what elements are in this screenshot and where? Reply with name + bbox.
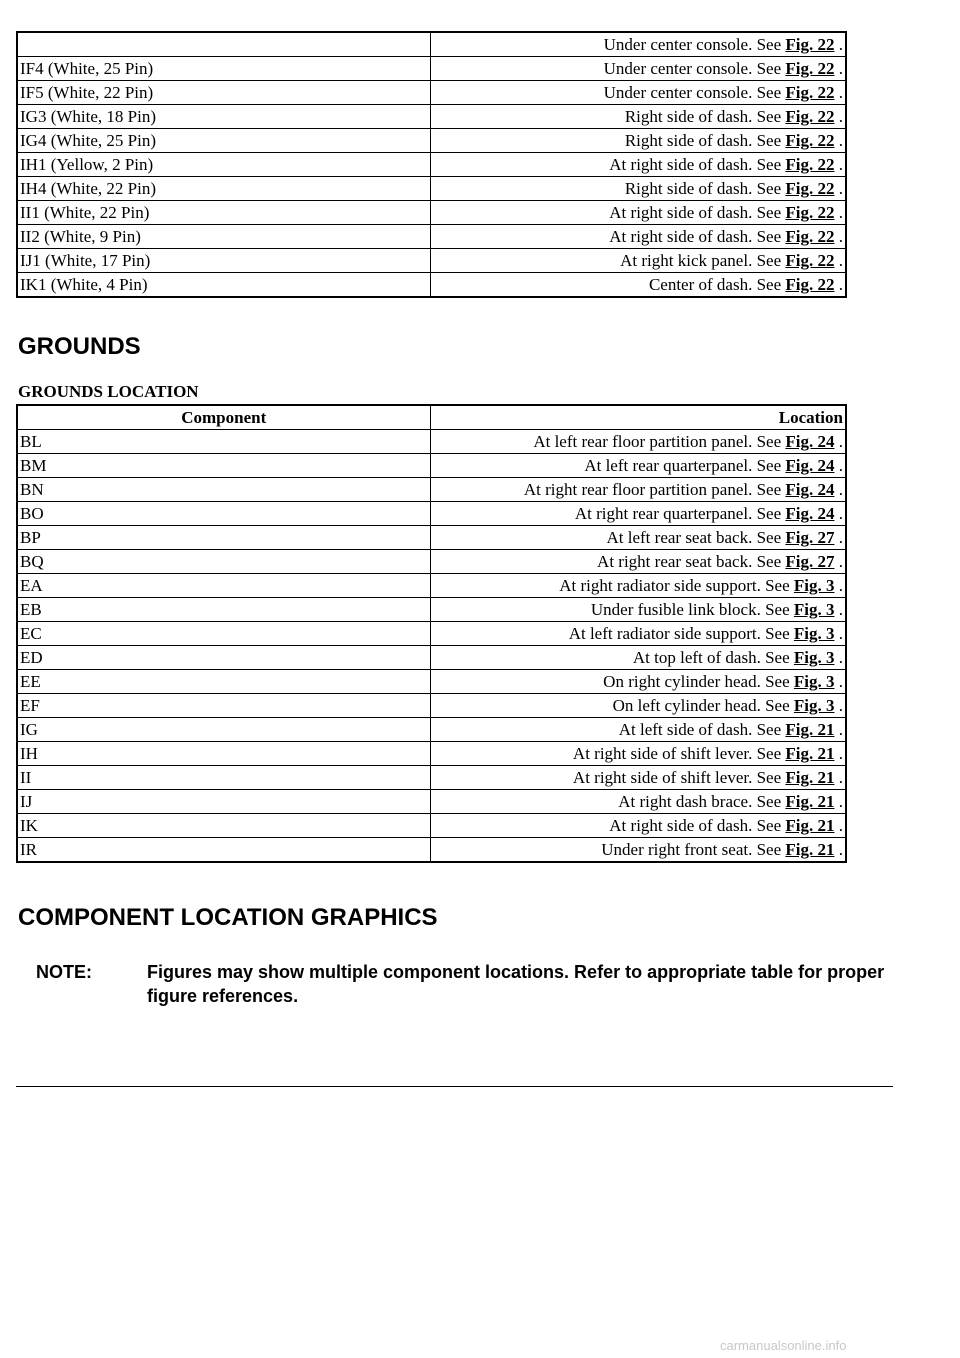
table-row	[17, 694, 846, 718]
connector-table-body	[17, 32, 846, 297]
figure-link[interactable]: Fig. 22	[785, 107, 835, 126]
component-cell: IR	[17, 838, 430, 863]
table-row	[17, 129, 846, 153]
location-cell: At top left of dash. See Fig. 3 .	[430, 646, 846, 670]
location-text: Center of dash. See	[648, 275, 786, 294]
component-cell: IG	[17, 718, 430, 742]
table-row	[17, 105, 846, 129]
table-row	[17, 646, 846, 670]
location-text: At right rear quarterpanel. See	[574, 504, 786, 523]
location-text: Under right front seat. See	[601, 840, 786, 859]
table-row	[17, 790, 846, 814]
component-cell: BO	[17, 502, 430, 526]
location-text: At right side of dash. See	[609, 816, 786, 835]
table-row	[17, 574, 846, 598]
figure-link[interactable]: Fig. 22	[785, 131, 835, 150]
table-row	[17, 225, 846, 249]
location-text: At right side of dash. See	[609, 155, 786, 174]
component-cell: BM	[17, 454, 430, 478]
table-row	[17, 153, 846, 177]
component-cell: IH	[17, 742, 430, 766]
location-cell: On right cylinder head. See Fig. 3 .	[430, 670, 846, 694]
figure-link[interactable]: Fig. 22	[785, 203, 835, 222]
table-row	[17, 766, 846, 790]
location-cell: Under center console. See Fig. 22 .	[430, 32, 846, 57]
location-cell: At right kick panel. See Fig. 22 .	[430, 249, 846, 273]
component-cell: EB	[17, 598, 430, 622]
column-header-location: Location	[430, 405, 846, 430]
location-cell: At left side of dash. See Fig. 21 .	[430, 718, 846, 742]
location-cell: At left rear floor partition panel. See Fig. 24 .	[430, 430, 846, 454]
table-row	[17, 32, 846, 57]
location-cell: Right side of dash. See Fig. 22 .	[430, 105, 846, 129]
table-row	[17, 718, 846, 742]
location-text: At left rear quarterpanel. See	[584, 456, 786, 475]
component-cell: EF	[17, 694, 430, 718]
table-row	[17, 81, 846, 105]
table-row	[17, 670, 846, 694]
figure-link[interactable]: Fig. 22	[785, 155, 835, 174]
location-text: Right side of dash. See	[624, 179, 786, 198]
watermark: carmanualsonline.info	[720, 1338, 847, 1353]
table-row	[17, 814, 846, 838]
table-header-row	[17, 405, 846, 430]
location-cell: On left cylinder head. See Fig. 3 .	[430, 694, 846, 718]
component-cell: BL	[17, 430, 430, 454]
grounds-heading: GROUNDS	[18, 333, 141, 360]
component-cell: ED	[17, 646, 430, 670]
location-text: At right rear seat back. See	[597, 552, 786, 571]
component-cell: EA	[17, 574, 430, 598]
location-text: At left side of dash. See	[618, 720, 786, 739]
figure-link[interactable]: Fig. 21	[785, 768, 835, 787]
component-cell: BQ	[17, 550, 430, 574]
table-row	[17, 502, 846, 526]
location-cell: Right side of dash. See Fig. 22 .	[430, 129, 846, 153]
location-text: Under center console. See	[603, 83, 786, 102]
figure-link[interactable]: Fig. 24	[785, 504, 835, 523]
note-text: Figures may show multiple component locations. Refer to appropriate table for proper figure references.	[147, 962, 885, 1006]
location-cell: At left rear seat back. See Fig. 27 .	[430, 526, 846, 550]
location-text: At right kick panel. See	[620, 251, 786, 270]
figure-link[interactable]: Fig. 27	[785, 528, 835, 547]
location-text: Right side of dash. See	[624, 131, 786, 150]
location-text: At right radiator side support. See	[559, 576, 794, 595]
table-row	[17, 622, 846, 646]
location-cell: At left rear quarterpanel. See Fig. 24 .	[430, 454, 846, 478]
component-cell: II2 (White, 9 Pin)	[17, 225, 430, 249]
location-text: At right side of shift lever. See	[572, 768, 786, 787]
table-row	[17, 273, 846, 298]
table-row	[17, 478, 846, 502]
component-cell: IF5 (White, 22 Pin)	[17, 81, 430, 105]
component-location-graphics-heading: COMPONENT LOCATION GRAPHICS	[18, 904, 438, 931]
component-cell: IG3 (White, 18 Pin)	[17, 105, 430, 129]
table-row	[17, 430, 846, 454]
figure-link[interactable]: Fig. 24	[785, 456, 835, 475]
figure-link[interactable]: Fig. 22	[785, 83, 835, 102]
location-text: On right cylinder head. See	[603, 672, 794, 691]
table-row	[17, 550, 846, 574]
component-cell: IG4 (White, 25 Pin)	[17, 129, 430, 153]
grounds-location-table	[16, 404, 847, 863]
horizontal-divider	[16, 1086, 893, 1087]
location-cell: At right radiator side support. See Fig. 3 .	[430, 574, 846, 598]
table-row	[17, 177, 846, 201]
location-text: At right side of dash. See	[609, 227, 786, 246]
location-text: At top left of dash. See	[632, 648, 794, 667]
component-cell: IJ	[17, 790, 430, 814]
figure-link[interactable]: Fig. 3	[793, 672, 835, 691]
figure-link[interactable]: Fig. 21	[785, 816, 835, 835]
location-text: On left cylinder head. See	[612, 696, 794, 715]
location-cell: Under center console. See Fig. 22 .	[430, 81, 846, 105]
table-row	[17, 838, 846, 863]
location-cell: Right side of dash. See Fig. 22 .	[430, 177, 846, 201]
location-cell: At right rear quarterpanel. See Fig. 24 .	[430, 502, 846, 526]
table-row	[17, 454, 846, 478]
figure-link[interactable]: Fig. 27	[785, 552, 835, 571]
figure-link[interactable]: Fig. 21	[785, 720, 835, 739]
location-text: At left rear floor partition panel. See	[533, 432, 786, 451]
figure-link[interactable]: Fig. 3	[793, 600, 835, 619]
figure-link[interactable]: Fig. 21	[785, 744, 835, 763]
grounds-table-body	[17, 430, 846, 863]
figure-link[interactable]: Fig. 3	[793, 648, 835, 667]
figure-link[interactable]: Fig. 22	[785, 275, 835, 294]
location-cell: At left radiator side support. See Fig. 3 .	[430, 622, 846, 646]
location-cell: Under fusible link block. See Fig. 3 .	[430, 598, 846, 622]
location-text: Right side of dash. See	[624, 107, 786, 126]
location-text: At right dash brace. See	[618, 792, 786, 811]
location-cell: At right dash brace. See Fig. 21 .	[430, 790, 846, 814]
figure-link[interactable]: Fig. 22	[785, 251, 835, 270]
table-row	[17, 526, 846, 550]
location-cell: At right side of dash. See Fig. 22 .	[430, 201, 846, 225]
figure-link[interactable]: Fig. 24	[785, 480, 835, 499]
location-cell: At right rear seat back. See Fig. 27 .	[430, 550, 846, 574]
table-row	[17, 201, 846, 225]
column-header-component: Component	[17, 405, 430, 430]
location-cell: Center of dash. See Fig. 22 .	[430, 273, 846, 298]
figure-link[interactable]: Fig. 3	[793, 576, 835, 595]
location-cell: Under center console. See Fig. 22 .	[430, 57, 846, 81]
component-cell: BN	[17, 478, 430, 502]
component-cell: IK1 (White, 4 Pin)	[17, 273, 430, 298]
location-cell: At right side of dash. See Fig. 22 .	[430, 225, 846, 249]
location-text: Under center console. See	[603, 35, 786, 54]
component-cell: IJ1 (White, 17 Pin)	[17, 249, 430, 273]
table-row	[17, 249, 846, 273]
note-label: NOTE:	[36, 962, 92, 982]
location-text: At right side of shift lever. See	[572, 744, 786, 763]
location-cell: At right rear floor partition panel. See Fig. 24 .	[430, 478, 846, 502]
table-row	[17, 742, 846, 766]
location-text: At right side of dash. See	[609, 203, 786, 222]
figure-link[interactable]: Fig. 21	[785, 792, 835, 811]
component-cell: EE	[17, 670, 430, 694]
component-cell: IH4 (White, 22 Pin)	[17, 177, 430, 201]
figure-link[interactable]: Fig. 3	[793, 696, 835, 715]
table-row	[17, 57, 846, 81]
component-cell: II1 (White, 22 Pin)	[17, 201, 430, 225]
figure-link[interactable]: Fig. 22	[785, 227, 835, 246]
component-cell: IK	[17, 814, 430, 838]
location-cell: At right side of dash. See Fig. 21 .	[430, 814, 846, 838]
component-cell: IF4 (White, 25 Pin)	[17, 57, 430, 81]
location-text: At right rear floor partition panel. See	[523, 480, 786, 499]
component-cell: EC	[17, 622, 430, 646]
connector-location-table	[16, 31, 847, 298]
location-text: At left radiator side support. See	[568, 624, 794, 643]
grounds-table-caption: GROUNDS LOCATION	[18, 382, 199, 401]
figure-link[interactable]: Fig. 21	[785, 840, 835, 859]
location-cell: Under right front seat. See Fig. 21 .	[430, 838, 846, 863]
location-cell: At right side of shift lever. See Fig. 21 .	[430, 742, 846, 766]
component-cell: BP	[17, 526, 430, 550]
table-row	[17, 598, 846, 622]
location-cell: At right side of shift lever. See Fig. 21 .	[430, 766, 846, 790]
component-cell	[17, 32, 430, 57]
location-text: Under center console. See	[603, 59, 786, 78]
figure-link[interactable]: Fig. 22	[785, 35, 835, 54]
figure-link[interactable]: Fig. 24	[785, 432, 835, 451]
figure-link[interactable]: Fig. 3	[793, 624, 835, 643]
component-cell: IH1 (Yellow, 2 Pin)	[17, 153, 430, 177]
figure-link[interactable]: Fig. 22	[785, 59, 835, 78]
component-cell: II	[17, 766, 430, 790]
figure-link[interactable]: Fig. 22	[785, 179, 835, 198]
location-text: At left rear seat back. See	[606, 528, 786, 547]
location-text: Under fusible link block. See	[590, 600, 794, 619]
location-cell: At right side of dash. See Fig. 22 .	[430, 153, 846, 177]
